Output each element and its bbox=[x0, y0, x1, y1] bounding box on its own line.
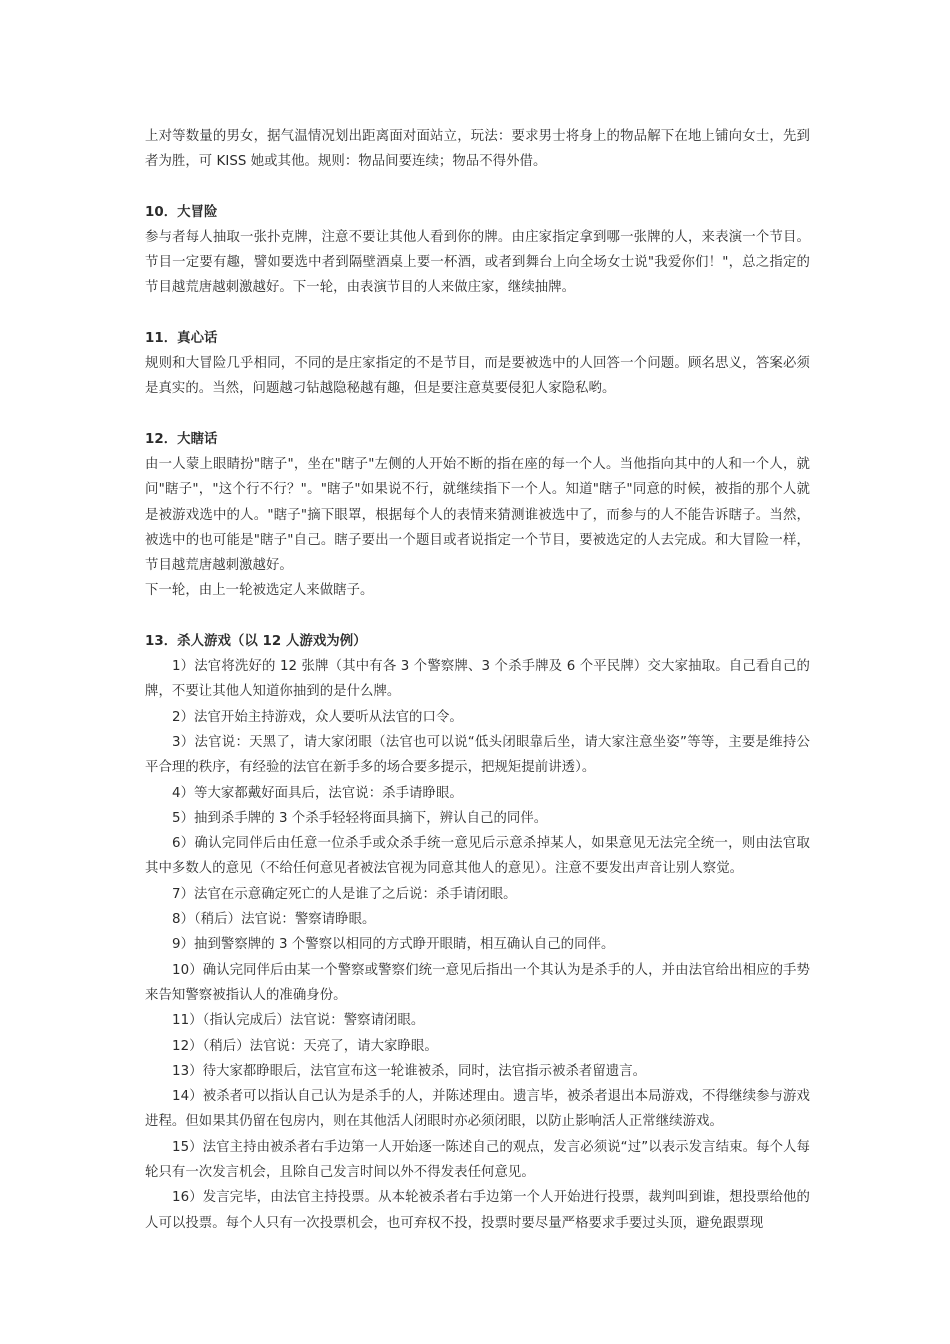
step-item: 13）待大家都睁眼后，法官宣布这一轮谁被杀，同时，法官指示被杀者留遗言。 bbox=[172, 1063, 647, 1079]
step-item: 6）确认完同伴后由任意一位杀手或众杀手统一意见后示意杀掉某人，如果意见无法完全统一，则由法官取其中多数人的意见（不给任何意见者被法官视为同意其他人的意见）。注意不要发出声音让别人察觉。 bbox=[145, 836, 810, 877]
step-item: 4）等大家都戴好面具后，法官说：杀手请睁眼。 bbox=[172, 785, 463, 801]
section-heading-11: 11．真心话 bbox=[145, 330, 218, 346]
document-body bbox=[145, 124, 810, 1236]
section-heading-12: 12．大瞎话 bbox=[145, 431, 218, 447]
step-item: 10）确认完同伴后由某一个警察或警察们统一意见后指出一个其认为是杀手的人，并由法官给出相应的手势来告知警察被指认人的准确身份。 bbox=[145, 962, 810, 1003]
step-item: 3）法官说：天黑了，请大家闭眼（法官也可以说“低头闭眼靠后坐，请大家注意坐姿”等等，主要是维持公平合理的秩序，有经验的法官在新手多的场合要多提示，把规矩提前讲透）。 bbox=[145, 734, 810, 776]
step-item: 15）法官主持由被杀者右手边第一人开始逐一陈述自己的观点，发言必须说“过”以表示发言结束。每个人每轮只有一次发言机会，且除自己发言时间以外不得发表任何意见。 bbox=[145, 1139, 810, 1180]
step-item: 9）抽到警察牌的 3 个警察以相同的方式睁开眼睛，相互确认自己的同伴。 bbox=[172, 937, 615, 953]
step-item: 7）法官在示意确定死亡的人是谁了之后说：杀手请闭眼。 bbox=[172, 886, 517, 902]
step-item: 16）发言完毕，由法官主持投票。从本轮被杀者右手边第一个人开始进行投票，裁判叫到谁，想投票给他的人可以投票。每个人只有一次投票机会，也可弃权不投，投票时要尽量严格要求手要过头顶，避免跟票现 bbox=[145, 1190, 810, 1231]
section-heading-13: 13．杀人游戏（以 12 人游戏为例） bbox=[145, 633, 367, 649]
step-item: 12）（稍后）法官说：天亮了，请大家睁眼。 bbox=[172, 1038, 438, 1054]
step-item: 8）（稍后）法官说：警察请睁眼。 bbox=[172, 912, 376, 928]
step-item: 1）法官将洗好的 12 张牌（其中有各 3 个警察牌、3 个杀手牌及 6 个平民牌）交大家抽取。自己看自己的牌，不要让其他人知道你抽到的是什么牌。 bbox=[145, 659, 810, 700]
spacer bbox=[145, 175, 810, 200]
spacer bbox=[145, 604, 810, 629]
step-item: 5）抽到杀手牌的 3 个杀手轻轻将面具摘下，辨认自己的同伴。 bbox=[172, 810, 548, 826]
spacer bbox=[145, 402, 810, 427]
section-heading-10: 10．大冒险 bbox=[145, 204, 218, 220]
step-item: 2）法官开始主持游戏，众人要听从法官的口令。 bbox=[172, 709, 463, 725]
spacer bbox=[145, 301, 810, 326]
section-10-paragraph: 参与者每人抽取一张扑克牌，注意不要让其他人看到你的牌。由庄家指定拿到哪一张牌的人，来表演一个节目。节目一定要有趣，譬如要选中者到隔壁酒桌上要一杯酒，或者到舞台上向全场女士说"我爱你们！"，总之指定的节目越荒唐越刺激越好。下一轮，由表演节目的人来做庄家，继续抽牌。 bbox=[145, 229, 810, 296]
section-12-paragraph: 由一人蒙上眼睛扮"瞎子"，坐在"瞎子"左侧的人开始不断的指在座的每一个人。当他指向其中的人和一个人，就问"瞎子"，"这个行不行？"。"瞎子"如果说不行，就继续指下一个人。知道"瞎子"同意的时候，被指的那个人就是被游戏选中的人。"瞎子"摘下眼罩，根据每个人的表情来猜测谁被选中了，而参与的人不能告诉瞎子。当然，被选中的也可能是"瞎子"自己。瞎子要出一个题目或者说指定一个节目，要被选定的人去完成。和大冒险一样，节目越荒唐越刺激越好。 bbox=[145, 456, 810, 574]
step-item: 14）被杀者可以指认自己认为是杀手的人，并陈述理由。遗言毕，被杀者退出本局游戏，不得继续参与游戏进程。但如果其仍留在包房内，则在其他活人闭眼时亦必须闭眼，以防止影响活人正常继续游戏。 bbox=[145, 1089, 810, 1130]
intro-paragraph: 上对等数量的男女，据气温情况划出距离面对面站立，玩法：要求男士将身上的物品解下在地上铺向女士，先到者为胜，可 KISS 她或其他。规则：物品间要连续；物品不得外借。 bbox=[145, 129, 810, 170]
section-12-paragraph: 下一轮，由上一轮被选定人来做瞎子。 bbox=[145, 583, 374, 599]
section-11-paragraph: 规则和大冒险几乎相同，不同的是庄家指定的不是节目，而是要被选中的人回答一个问题。顾名思义，答案必须是真实的。当然，问题越刁钻越隐秘越有趣，但是要注意莫要侵犯人家隐私哟。 bbox=[145, 356, 810, 397]
step-item: 11）（指认完成后）法官说：警察请闭眼。 bbox=[172, 1013, 425, 1029]
